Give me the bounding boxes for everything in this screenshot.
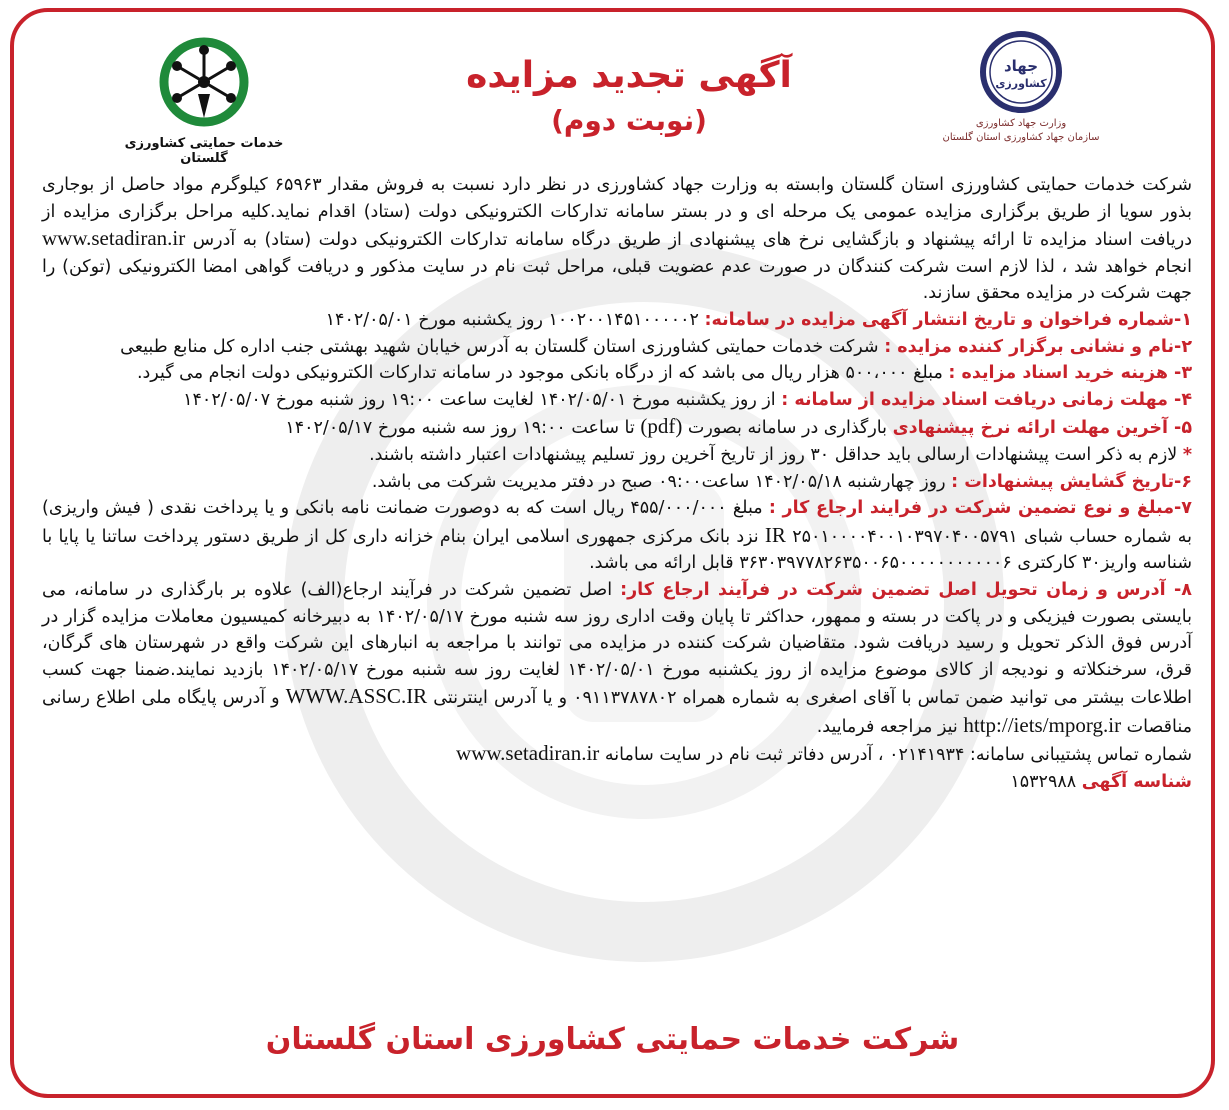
item-5-text-b: تا ساعت ۱۹:۰۰ روز سه شنبه مورخ ۱۴۰۲/۰۵/۱۷ [285, 418, 635, 439]
item-2-label: ۲-نام و نشانی برگزار کننده مزایده : [884, 336, 1192, 357]
item-4-label: ۴- مهلت زمانی دریافت اسناد مزایده از سامانه : [781, 389, 1192, 410]
item-7 [42, 495, 1192, 577]
logo-right-caption-1: وزارت جهاد کشاورزی [975, 118, 1067, 129]
agri-services-logo-icon [149, 32, 259, 130]
item-3 [42, 360, 1192, 387]
ad-body [42, 172, 1192, 796]
item-7-text-a: مبلغ ۴۵۵/۰۰۰/۰۰۰ ریال است که به دوصورت ضمانت نامه بانکی و یا پرداخت نقدی ( فیش واریزی) به شماره حساب شبای ۲۵۰۱۰۰۰۰۴۰۰۱۰۳۹۷۰۴۰۰۵۷۹۱ [42, 498, 1192, 547]
ad-id-value: ۱۵۳۲۹۸۸ [1010, 772, 1077, 793]
item-3-text: مبلغ ۵۰۰،۰۰۰ هزار ریال می باشد که از درگاه بانکی موجود در سامانه تدارکات الکترونیکی دولت انجام می گیرد. [136, 363, 943, 384]
item-6 [42, 469, 1192, 496]
logo-right-line2: کشاورزی [995, 77, 1047, 90]
item-2 [42, 334, 1192, 361]
item-7-label: ۷-مبلغ و نوع تضمین شرکت در فرایند ارجاع کار : [768, 498, 1192, 519]
item-8 [42, 577, 1192, 741]
item-5-text-a: بارگذاری در سامانه بصورت [687, 418, 887, 439]
item-5-pdf: (pdf) [640, 414, 683, 439]
logo-right [941, 27, 1101, 145]
title-block [394, 52, 864, 142]
logo-left [114, 32, 294, 166]
header [14, 12, 1211, 177]
item-2-text: شرکت خدمات حمایتی کشاورزی استان گلستان به آدرس خیابان شهید بهشتی جنب اداره کل منابع طبیعی [120, 336, 879, 357]
item-1-text: ۱۰۰۲۰۰۱۴۵۱۰۰۰۰۰۲ روز یکشنبه مورخ ۱۴۰۲/۰۵/۰۱ [325, 309, 699, 330]
intro-paragraph [42, 172, 1192, 307]
logo-right-caption-2: سازمان جهاد کشاورزی استان گلستان [942, 132, 1100, 143]
item-7-ir: IR [764, 522, 786, 547]
item-8-text-a: اصل تضمین شرکت در فرآیند ارجاع(الف) علاوه بر بارگذاری در سامانه، می بایستی بصورت فیزیکی و در پاکت در بسته و ممهور، حداکثر تا پایان وقت اداری روز سه شنبه مورخ ۱۴۰۲/۰۵/۱۷ به دبیرخانه کمیسیون معاملات مزایده گزار در آدرس فوق الذکر تحویل و رسید دریافت شود. متقاضیان شرکت کننده در مزایده می توانند با مراجعه به انبارهای این شرکت واقع در شهرستان های گرگان، قرق، سرخنکلاته و نودیجه از کالای موضوع مزایده از روز یکشنبه مورخ ۱۴۰۲/۰۵/۰۱ لغایت روز سه شنبه مورخ ۱۴۰۲/۰۵/۱۷ بازدید نمایند.ضمنا جهت کسب اطلاعات بیشتر می توانید ضمن تماس با آقای اصغری به شماره همراه ۰۹۱۱۳۷۸۷۸۰۲ و یا آدرس اینترنتی [42, 579, 1193, 709]
contact-line [42, 740, 1192, 769]
setadiran-link[interactable]: www.setadiran.ir [42, 226, 186, 251]
item-1-label: ۱-شماره فراخوان و تاریخ انتشار آگهی مزایده در سامانه: [704, 309, 1192, 330]
ad-id-label: شناسه آگهی [1081, 772, 1192, 793]
page-subtitle: (نوبت دوم) [551, 104, 707, 137]
note-text: لازم به ذکر است پیشنهادات ارسالی باید حداقل ۳۰ روز از تاریخ آخرین روز تسلیم پیشنهادات اعتبار داشته باشند. [369, 444, 1178, 465]
contact-text: شماره تماس پشتیبانی سامانه: ۰۲۱۴۱۹۳۴ ، آدرس دفاتر ثبت نام در سایت سامانه [604, 745, 1192, 766]
assc-link[interactable]: WWW.ASSC.IR [285, 684, 428, 709]
item-5-label: ۵- آخرین مهلت ارائه نرخ پیشنهادی [892, 418, 1192, 439]
logo-right-line1: جهاد [1003, 57, 1039, 75]
item-4-text: از روز یکشنبه مورخ ۱۴۰۲/۰۵/۰۱ لغایت ساعت ۱۹:۰۰ روز شنبه مورخ ۱۴۰۲/۰۵/۰۷ [183, 389, 776, 410]
item-6-label: ۶-تاریخ گشایش پیشنهادات : [951, 471, 1192, 492]
item-7-text-b: نزد بانک مرکزی جمهوری اسلامی ایران بنام خزانه داری کل از طریق دستور پرداخت ساتنا یا پایا با شناسه واریز۳۰ کارکتری ۳۶۳۰۳۹۷۷۸۲۶۳۵۰۰۶۵۰۰۰۰۰۰۰۰۰۰۰۶ قابل ارائه می باشد. [42, 526, 1192, 574]
item-4 [42, 387, 1192, 414]
item-6-text: روز چهارشنبه ۱۴۰۲/۰۵/۱۸ ساعت۰۹:۰۰ صبح در دفتر مدیریت شرکت می باشد. [371, 471, 946, 492]
ad-frame [10, 8, 1215, 1098]
item-8-text-c: نیز مراجعه فرمایید. [816, 716, 958, 737]
contact-setadiran-link[interactable]: www.setadiran.ir [456, 741, 600, 766]
page-title: آگهی تجدید مزایده [466, 55, 792, 96]
note [42, 442, 1192, 469]
item-3-label: ۳- هزینه خرید اسناد مزایده : [948, 363, 1192, 384]
item-8-text-b: و آدرس پایگاه ملی اطلاع رسانی مناقصات [42, 688, 1192, 737]
intro-text-before: شرکت خدمات حمایتی کشاورزی استان گلستان وابسته به وزارت جهاد کشاورزی در نظر دارد نسبت به فروش مقدار ۶۵۹۶۳ کیلوگرم مواد حاصل از بوجاری بذور سویا از طریق برگزاری مزایده عمومی یک مرحله ای و در بستر سامانه تدارکات الکترونیکی دولت (ستاد) اقدام نماید.کلیه مراحل برگزاری مزایده از دریافت اسناد مزایده تا ارائه پیشنهاد و بازگشایی نرخ های پیشنهادی از طریق درگاه سامانه تدارکات الکترونیکی دولت (ستاد) به آدرس [42, 175, 1193, 251]
iets-link[interactable]: http://iets/mporg.ir [963, 712, 1122, 737]
item-5 [42, 413, 1192, 442]
item-8-label: ۸- آدرس و زمان تحویل اصل تضمین شرکت در فرآیند ارجاع کار: [620, 579, 1192, 600]
footer-company: شرکت خدمات حمایتی کشاورزی استان گلستان [265, 1022, 960, 1057]
item-1 [42, 307, 1192, 334]
note-star: * [1182, 444, 1192, 465]
ministry-logo-icon [971, 27, 1071, 117]
intro-text-after: انجام خواهد شد ، لذا لازم است شرکت کنندگان در صورت عدم عضویت قبلی، مراحل ثبت نام در سایت مذکور و دریافت گواهی امضا الکترونیکی (توکن) را جهت شرکت در مزایده محقق سازند. [42, 256, 1192, 304]
ad-id-line [42, 769, 1192, 796]
logo-left-caption: خدمات حمایتی کشاورزی گلستان [124, 136, 284, 166]
